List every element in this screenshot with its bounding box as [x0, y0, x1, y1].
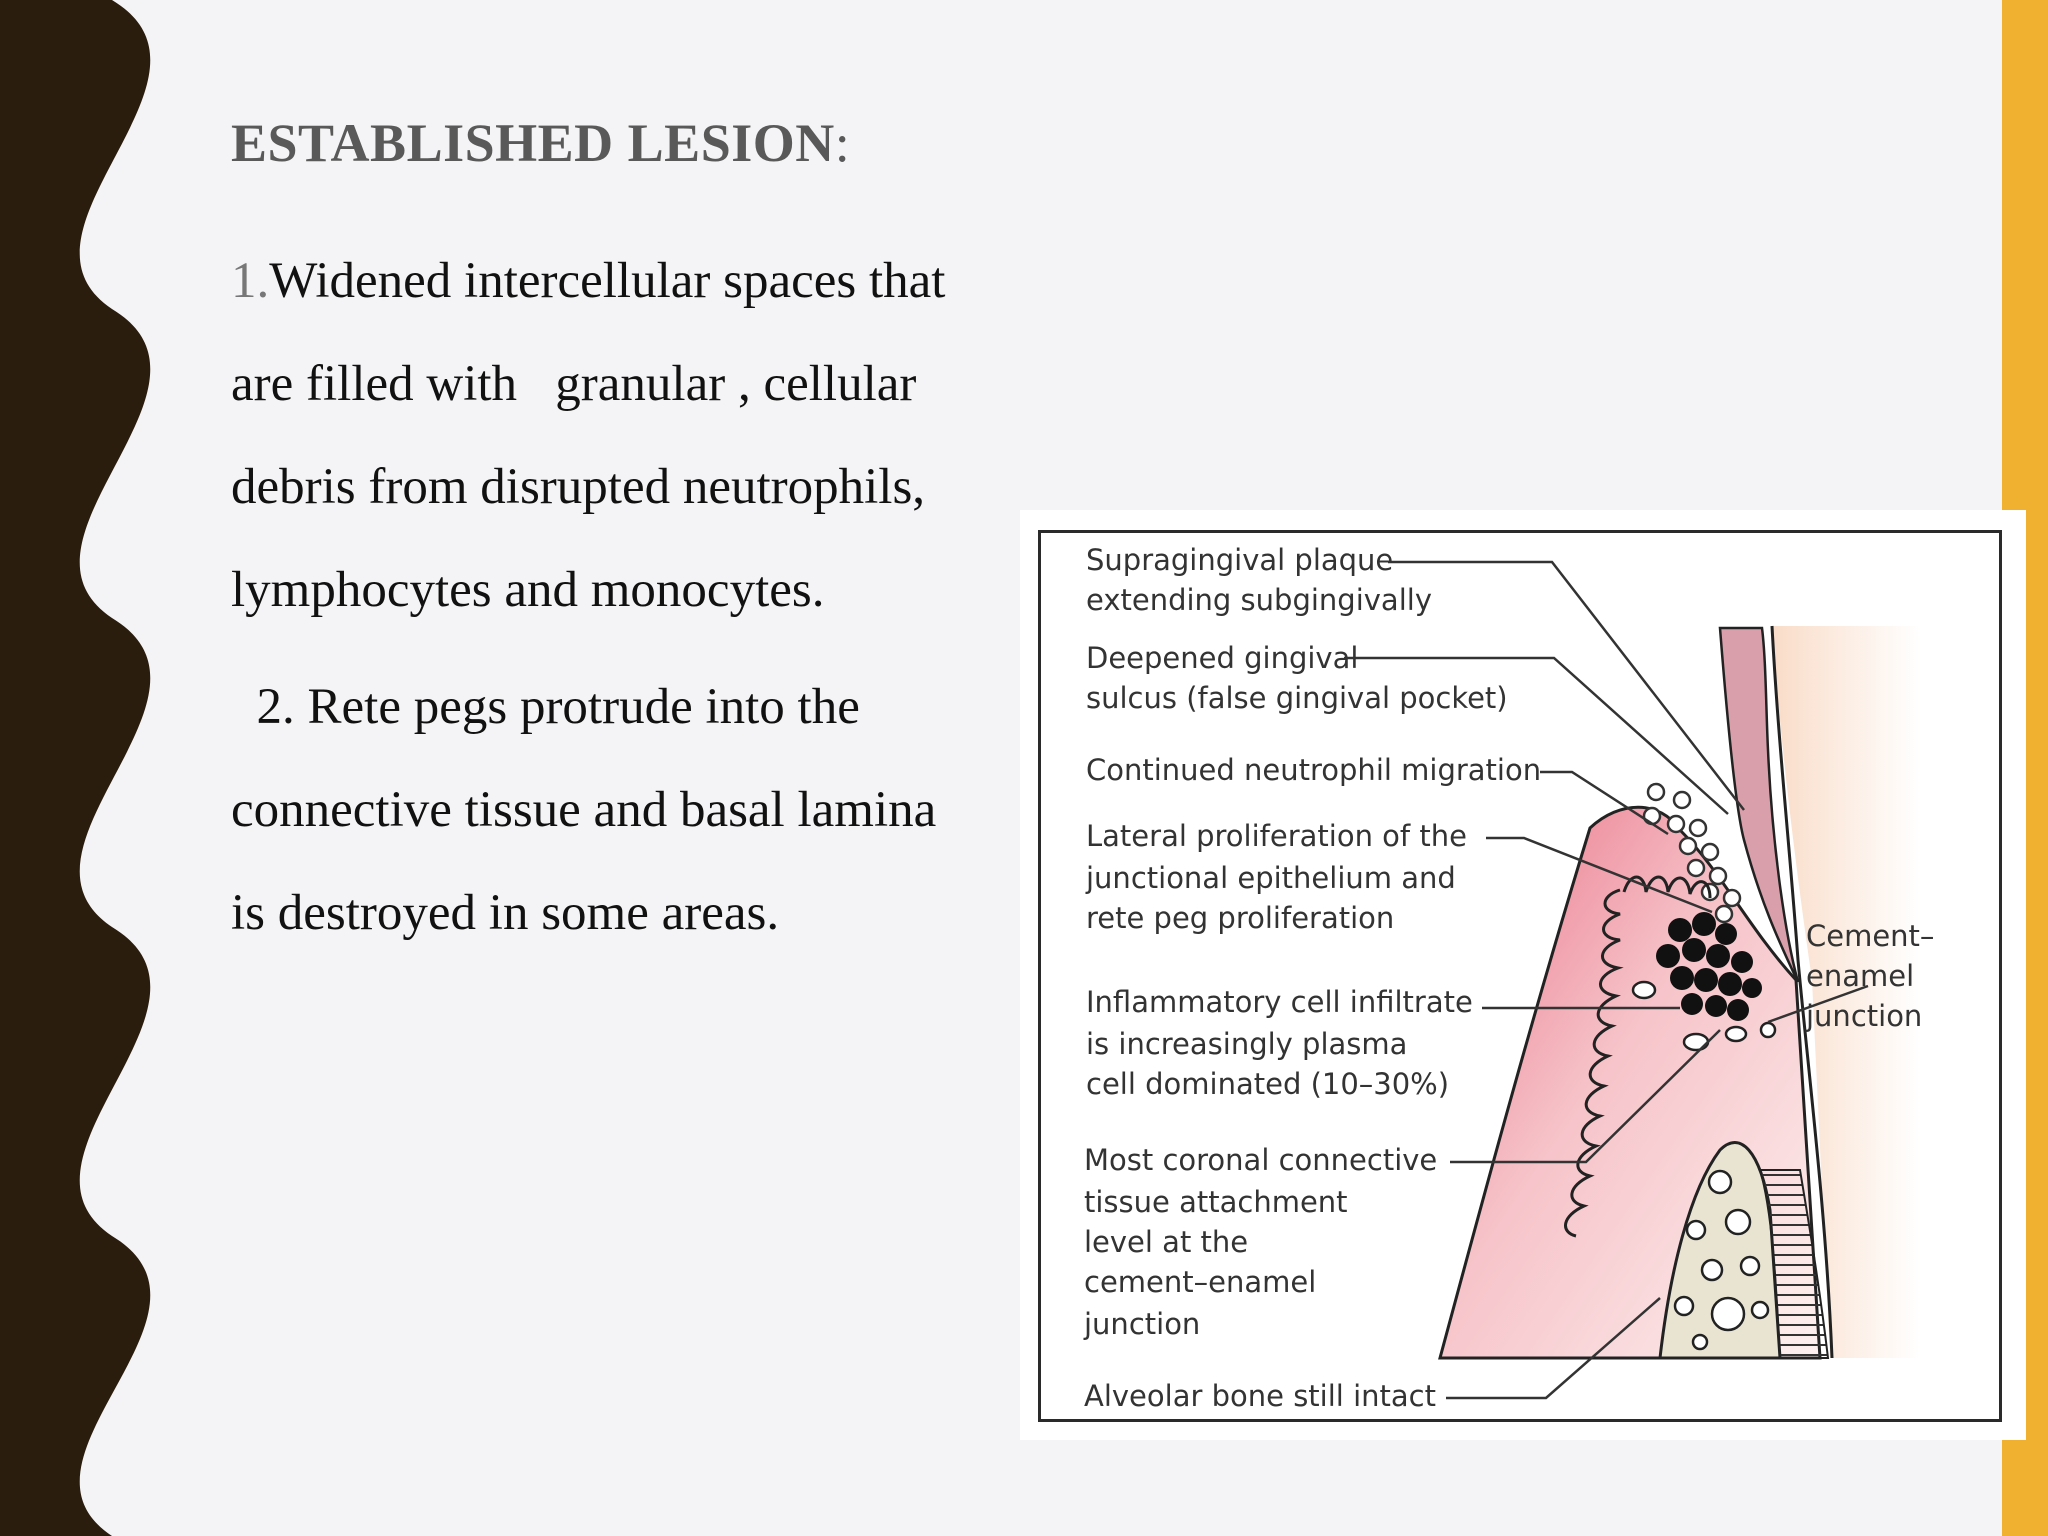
- label-infiltrate-line-1: Inflammatory cell infiltrate: [1086, 985, 1473, 1019]
- left-wavy-band: [0, 0, 170, 1536]
- label-cej-line-2: enamel: [1806, 959, 1915, 993]
- label-sulcus: [1086, 641, 1508, 715]
- point-1-line-3: debris from disrupted neutrophils,: [231, 459, 926, 515]
- label-sulcus-line-2: sulcus (false gingival pocket): [1086, 681, 1508, 715]
- label-attachment-line-5: junction: [1084, 1307, 1201, 1341]
- label-proliferation: [1085, 819, 1467, 935]
- label-attachment-line-4: cement–enamel: [1084, 1265, 1317, 1299]
- slide-title: [231, 112, 850, 174]
- label-attachment-line-2: tissue attachment: [1084, 1185, 1348, 1219]
- label-plaque: [1086, 543, 1432, 617]
- label-neutrophil-line-1: Continued neutrophil migration: [1086, 753, 1542, 787]
- title-text: ESTABLISHED LESION: [231, 113, 835, 173]
- label-cej-line-3: junction: [1806, 999, 1923, 1033]
- label-neutrophil: [1086, 753, 1541, 787]
- label-bone: [1084, 1379, 1436, 1413]
- title-colon: :: [834, 113, 851, 173]
- label-cej-line-1: Cement–: [1806, 919, 1935, 953]
- label-infiltrate-line-2: is increasingly plasma: [1086, 1027, 1408, 1061]
- wavy-band-shape: [0, 0, 150, 1536]
- gingival-diagram: [1020, 510, 2026, 1440]
- label-attachment-line-3: level at the: [1084, 1225, 1249, 1259]
- label-proliferation-line-3: rete peg proliferation: [1086, 901, 1395, 935]
- label-infiltrate: [1086, 985, 1473, 1101]
- point-1-line-2: are filled with granular , cellular: [231, 356, 917, 412]
- label-plaque-line-1: Supragingival plaque: [1086, 543, 1394, 577]
- label-plaque-line-2: extending subgingivally: [1086, 583, 1432, 617]
- diagram-figure: [1020, 510, 2026, 1440]
- point-1-number: 1.: [231, 253, 270, 309]
- point-2-line-1: 2. Rete pegs protrude into the: [231, 679, 860, 735]
- point-1-line-4: lymphocytes and monocytes.: [231, 562, 825, 618]
- label-attachment-line-1: Most coronal connective: [1084, 1143, 1438, 1177]
- point-2-line-3: is destroyed in some areas.: [231, 885, 780, 941]
- label-attachment: [1083, 1143, 1437, 1341]
- label-bone-line-1: Alveolar bone still intact: [1084, 1379, 1436, 1413]
- point-1-line-1: 1.Widened intercellular spaces that: [231, 253, 946, 309]
- label-proliferation-line-1: Lateral proliferation of the: [1086, 819, 1467, 853]
- bullet-text: [231, 230, 1051, 965]
- label-infiltrate-line-3: cell dominated (10–30%): [1086, 1067, 1450, 1101]
- label-sulcus-line-1: Deepened gingival: [1086, 641, 1359, 675]
- label-proliferation-line-2: junctional epithelium and: [1086, 861, 1456, 895]
- point-2-line-2: connective tissue and basal lamina: [231, 782, 937, 838]
